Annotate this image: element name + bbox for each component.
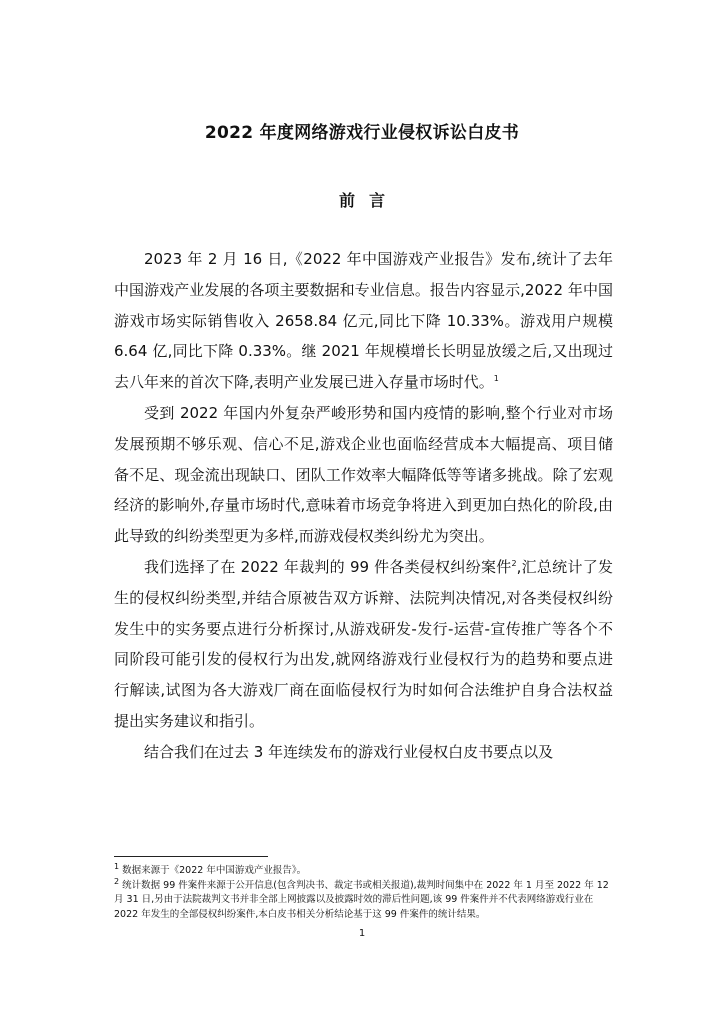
footnote-2-text: 统计数据 99 件案件来源于公开信息(包含判决书、裁定书或相关报道),裁判时间集中在 2022 年 1 月至 2022 年 12 月 31 日,另由于法院裁判文书并非全部上网披露以及披露时效的滞后性问题,该 99 件案件并不代表网络游戏行业在 2022 年发生的全部侵权纠纷案件,本白皮书相关分析结论基于这 99 件案件的统计结果。 bbox=[114, 879, 609, 920]
footnote-mark-1: 1 bbox=[114, 861, 120, 871]
footnote-ref-1: 1 bbox=[493, 374, 499, 384]
footnote-1-text: 数据来源于《2022 年中国游戏产业报告》。 bbox=[122, 865, 307, 876]
paragraph-4 bbox=[114, 737, 613, 768]
paragraph-3-text: 我们选择了在 2022 年裁判的 99 件各类侵权纠纷案件 bbox=[144, 557, 512, 576]
body-text bbox=[114, 244, 613, 768]
paragraph-3-text-after: ,汇总统计了发生的侵权纠纷类型,并结合原被告双方诉辩、法院判决情况,对各类侵权纠纷发生中的实务要点进行分析探讨,从游戏研发-发行-运营-宣传推广等各个不同阶段可能引发的侵权行为出发,就网络游戏行业侵权行为的趋势和要点进行解读,试图为各大游戏厂商在面临侵权行为时如何合法维护自身合法权益提出实务建议和指引。 bbox=[114, 557, 613, 730]
footnote-2 bbox=[114, 876, 613, 923]
paragraph-2-text: 受到 2022 年国内外复杂严峻形势和国内疫情的影响,整个行业对市场发展预期不够乐观、信心不足,游戏企业也面临经营成本大幅提高、项目储备不足、现金流出现缺口、团队工作效率大幅降低等等诸多挑战。除了宏观经济的影响外,存量市场时代,意味着市场竞争将进入到更加白热化的阶段,由此导致的纠纷类型更为多样,而游戏侵权类纠纷尤为突出。 bbox=[114, 403, 613, 546]
page-number: 1 bbox=[358, 928, 366, 939]
footnote-1 bbox=[114, 861, 613, 879]
paragraph-3 bbox=[114, 552, 613, 737]
paragraph-1 bbox=[114, 244, 613, 398]
footnote-separator bbox=[114, 856, 268, 857]
footnote-mark-2: 2 bbox=[114, 876, 120, 886]
paragraph-4-text: 结合我们在过去 3 年连续发布的游戏行业侵权白皮书要点以及 bbox=[144, 742, 554, 761]
document-title: 2022 年度网络游戏行业侵权诉讼白皮书 bbox=[204, 123, 520, 143]
paragraph-1-text: 2023 年 2 月 16 日,《2022 年中国游戏产业报告》发布,统计了去年中国游戏产业发展的各项主要数据和专业信息。报告内容显示,2022 年中国游戏市场实际销售收入 2658.84 亿元,同比下降 10.33%。游戏用户规模 6.64 亿,同比下降 0.33%。继 2021 年规模增长长明显放缓之后,又出现过去八年来的首次下降,表明产业发展已进入存量市场时代。 bbox=[114, 250, 613, 392]
section-heading: 前言 bbox=[338, 191, 399, 210]
paragraph-2 bbox=[114, 398, 613, 552]
footnotes bbox=[114, 861, 613, 922]
footnote-ref-2: 2 bbox=[511, 558, 517, 568]
